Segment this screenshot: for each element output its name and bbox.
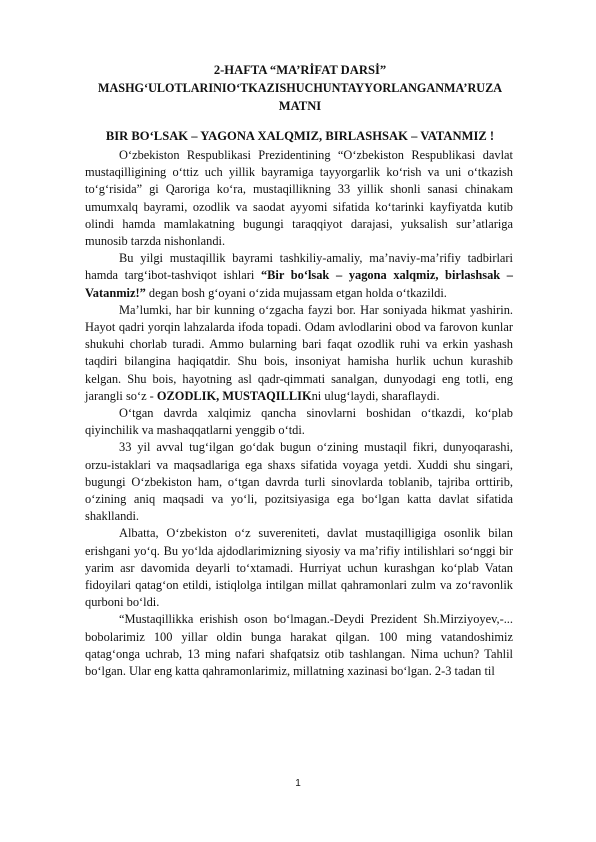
paragraph-3-text-start: Ma’lumki, har bir kunning o‘zgacha fayzi bor. Har soniyada hikmat yashirin. Hayot qadri yorqin lahzalarda ifoda topadi. Odam avlodlarini obod va farovon kunlar shukuhi chorlab turadi. Ammo bularning bari faqat ozodlik ruhi va erkin yashash taqdiri bilangina haqiqatdir. Shu bois, insoniyat hamisha hurlik uchun kurashib kelgan. Shu bois, hayotning asl qadr-qimmati sanalgan, dunyodagi eng totli, eng jarangli so‘z - — [85, 302, 513, 403]
paragraph-7: “Mustaqillikka erishish oson bo‘lmagan.-Deydi Prezident Sh.Mirziyoyev,-... bobolarimiz 100 yillar oldin bunga harakat qilgan. 100 ming vatandoshimiz qatag‘onga uchrab, 13 ming nafari shafqatsiz otib tashlangan. Nima uchun? Tahlil bo‘lgan. Ular eng katta qahramonlarimiz, millatning xazinasi bo‘lgan. 2-3 tadan til — [85, 612, 513, 679]
document-title-line-1: 2-HAFTA “MA’RİFAT DARSİ” — [213, 63, 387, 77]
paragraph-1: O‘zbekiston Respublikasi Prezidentining “O‘zbekiston Respublikasi davlat mustaqilligining o‘ttiz uch yillik bayramiga tayyorgarlik ko‘rish va uni o‘tkazish to‘g‘risida” gi Qaroriga ko‘ra, mustaqillikning 33 yillik shonli sanasi chinakam umumxalq bayrami, ozodlik va saodat ayyomi sifatida ko‘tarinki kayfiyatda kutib olindi hamda mamlakatning bugungi taraqqiyot darajasi, yuksalish sur’atlariga munosib tarzda nishonlandi. — [85, 148, 513, 249]
page-number: 1 — [295, 778, 301, 789]
paragraph-2-text-start: Bu yilgi mustaqillik bayrami tashkiliy-amaliy, ma’naviy-ma’rifiy tadbirlari hamda targ‘ibot-tashviqot ishlari — [85, 251, 513, 283]
paragraph-3 — [85, 302, 513, 405]
paragraph-2-slogan: “Bir bo‘lsak – yagona xalqmiz, birlashsak – Vatanmiz!” — [85, 268, 513, 300]
document-title-line-2: MASHG‘ULOTLARINIO‘TKAZISHUCHUNTAYYORLANGANMA’RUZA — [97, 81, 503, 95]
document-subtitle: BIR BO‘LSAK – YAGONA XALQMIZ, BIRLASHSAK – VATANMIZ ! — [105, 129, 495, 143]
paragraph-6: Albatta, O‘zbekiston o‘z suvereniteti, davlat mustaqilligiga osonlik bilan erishgani yo‘q. Bu yo‘lda ajdodlarimizning siyosiy va ma’rifiy intilishlari so‘nggi bir yarim asr davomida deyarli to‘xtamadi. Hurriyat uchun kurashgan ko‘plab Vatan fidoyilari qatag‘on etildi, istiqlolga intilgan millat qahramonlari zulm va zo‘ravonlik qurboni bo‘ldi. — [85, 526, 513, 610]
paragraph-3-text-end: ni ulug‘laydi, sharaflaydi. — [311, 388, 440, 403]
paragraph-5: 33 yil avval tug‘ilgan go‘dak bugun o‘zining mustaqil fikri, dunyoqarashi, orzu-istaklari va maqsadlariga ega shaxs sifatida voyaga yetdi. Xuddi shu singari, bugungi O‘zbekiston ham, o‘tgan davrda turli sinovlarda toblanib, tajriba orttirib, o‘zining aniq maqsadi va yo‘li, pozitsiyasiga ega bo‘lgan katta davlat sifatida shakllandi. — [85, 440, 513, 524]
document-title-line-3: MATNI — [278, 99, 322, 113]
document-body — [85, 147, 513, 680]
paragraph-3-emphasis: OZODLIK, MUSTAQILLIK — [156, 388, 312, 403]
paragraph-2-text-end: degan bosh g‘oyani o‘zida mujassam etgan holda o‘tkazildi. — [145, 285, 447, 300]
paragraph-4: O‘tgan davrda xalqimiz qancha sinovlarni boshidan o‘tkazdi, ko‘plab qiyinchilik va mashaqqatlarni yenggib o‘tdi. — [85, 406, 513, 438]
paragraph-2 — [85, 250, 513, 302]
